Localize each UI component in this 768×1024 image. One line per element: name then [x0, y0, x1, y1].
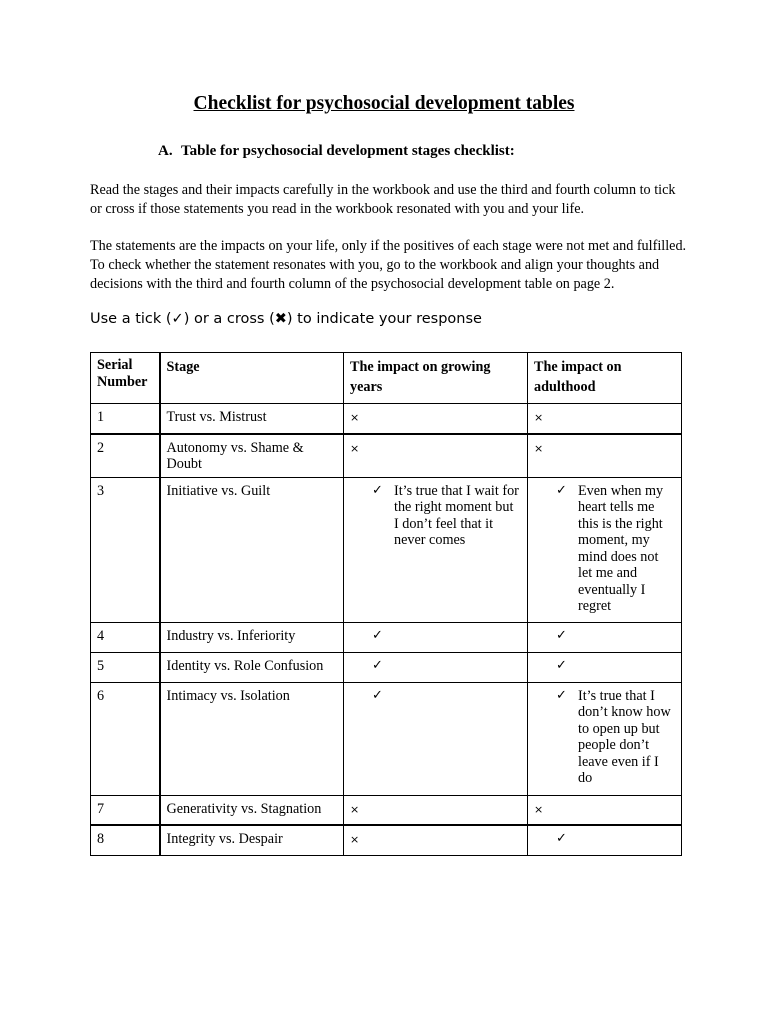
cross-mark-icon: × — [350, 833, 360, 846]
impact-growing-cell[interactable] — [344, 682, 528, 795]
cross-mark-icon: × — [534, 411, 544, 424]
cross-mark-icon: × — [350, 802, 360, 816]
impact-note: Even when my heart tells me this is the right moment, my mind does not let me and eventually I regret — [578, 482, 664, 614]
tick-entry — [350, 688, 521, 705]
impact-adulthood-cell[interactable] — [528, 825, 682, 855]
stage-cell: Autonomy vs. Shame & Doubt — [160, 434, 344, 478]
stage-cell: Integrity vs. Despair — [160, 825, 344, 855]
impact-note: It’s true that I don’t know how to open up but people don’t leave even if I do — [578, 687, 671, 786]
serial-number-cell: 6 — [91, 682, 160, 795]
check-mark-icon: ✓ — [556, 482, 567, 498]
serial-number-cell: 5 — [91, 652, 160, 682]
stages-checklist-table — [90, 352, 682, 856]
impact-adulthood-cell[interactable] — [528, 622, 682, 652]
impact-growing-cell[interactable] — [344, 477, 528, 622]
table-row — [91, 404, 682, 434]
impact-adulthood-cell[interactable] — [528, 404, 682, 434]
tick-entry — [534, 658, 675, 675]
table-row — [91, 682, 682, 795]
impact-growing-cell[interactable] — [344, 825, 528, 855]
tick-entry — [534, 688, 675, 787]
serial-number-cell: 2 — [91, 434, 160, 478]
check-mark-icon: ✓ — [556, 627, 567, 643]
table-header-row — [91, 353, 682, 404]
table-row — [91, 477, 682, 622]
header-stage: Stage — [160, 353, 344, 404]
statements-paragraph: The statements are the impacts on your life, only if the positives of each stage were not met and fulfilled. To check whether the statement resonates with you, go to the workbook and align your thoughts and decisions with the third and fourth column of the psychosocial development table on page 2. — [90, 238, 687, 292]
table-row — [91, 622, 682, 652]
stage-cell: Initiative vs. Guilt — [160, 477, 344, 622]
check-mark-icon: ✓ — [372, 657, 383, 673]
impact-growing-cell[interactable] — [344, 434, 528, 478]
table-body — [91, 404, 682, 856]
check-mark-icon: ✓ — [556, 657, 567, 673]
serial-number-cell: 8 — [91, 825, 160, 855]
tick-entry — [534, 831, 675, 848]
intro-paragraph: Read the stages and their impacts carefully in the workbook and use the third and fourth column to tick or cross if those statements you read in the workbook resonated with you and your life. — [90, 182, 676, 217]
impact-growing-cell[interactable] — [344, 652, 528, 682]
tick-entry — [350, 483, 521, 549]
stage-cell: Identity vs. Role Confusion — [160, 652, 344, 682]
tick-entry — [534, 483, 675, 615]
impact-growing-cell[interactable] — [344, 622, 528, 652]
check-mark-icon: ✓ — [556, 831, 567, 846]
stage-cell: Intimacy vs. Isolation — [160, 682, 344, 795]
check-mark-icon: ✓ — [372, 627, 383, 643]
serial-number-cell: 7 — [91, 795, 160, 825]
section-heading-text: Table for psychosocial development stages checklist: — [181, 143, 515, 159]
check-mark-icon: ✓ — [372, 687, 383, 703]
serial-number-cell: 4 — [91, 622, 160, 652]
cross-mark-icon: × — [350, 411, 360, 424]
header-serial-number: Serial Number — [91, 353, 160, 404]
impact-adulthood-cell[interactable] — [528, 434, 682, 478]
check-mark-icon: ✓ — [556, 687, 567, 703]
cross-mark-icon: × — [534, 441, 544, 455]
impact-adulthood-cell[interactable] — [528, 795, 682, 825]
check-mark-icon: ✓ — [372, 482, 383, 498]
cross-mark-icon: × — [350, 441, 360, 455]
stage-cell: Trust vs. Mistrust — [160, 404, 344, 434]
impact-growing-cell[interactable] — [344, 795, 528, 825]
tick-entry — [350, 658, 521, 675]
tick-entry — [534, 628, 675, 645]
header-impact-growing-years: The impact on growing years — [344, 353, 528, 404]
section-letter: A. — [158, 143, 173, 159]
stage-cell: Generativity vs. Stagnation — [160, 795, 344, 825]
table-row — [91, 434, 682, 478]
stage-cell: Industry vs. Inferiority — [160, 622, 344, 652]
table-row — [91, 825, 682, 855]
impact-adulthood-cell[interactable] — [528, 477, 682, 622]
instruction-text: Use a tick (✓) or a cross (✖) to indicate your response — [90, 311, 482, 327]
tick-entry — [350, 628, 521, 645]
page-title: Checklist for psychosocial development tables — [193, 93, 575, 114]
table-row — [91, 652, 682, 682]
cross-mark-icon: × — [534, 802, 544, 816]
serial-number-cell: 1 — [91, 404, 160, 434]
header-impact-adulthood: The impact on adulthood — [528, 353, 682, 404]
impact-growing-cell[interactable] — [344, 404, 528, 434]
serial-number-cell: 3 — [91, 477, 160, 622]
section-heading — [158, 143, 515, 160]
impact-adulthood-cell[interactable] — [528, 652, 682, 682]
impact-note: It’s true that I wait for the right moment but I don’t feel that it never comes — [394, 482, 519, 548]
table-row — [91, 795, 682, 825]
impact-adulthood-cell[interactable] — [528, 682, 682, 795]
